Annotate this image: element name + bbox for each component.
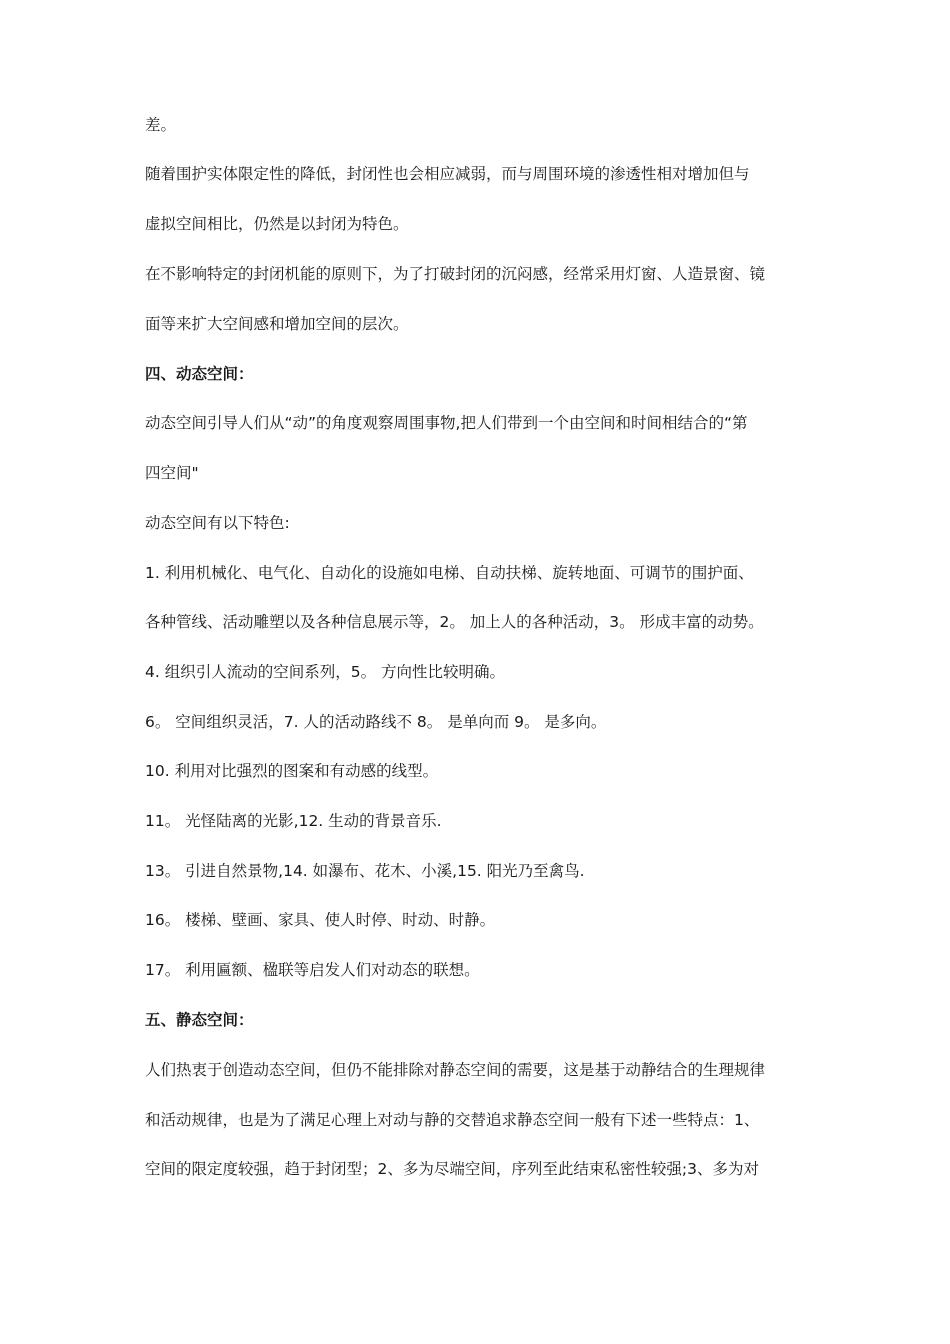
list-item: 17。 利用匾额、楹联等启发人们对动态的联想。 <box>145 961 480 979</box>
paragraph-line: 面等来扩大空间感和增加空间的层次。 <box>145 315 409 333</box>
paragraph-line: 动态空间有以下特色: <box>145 514 290 532</box>
paragraph-line: 虚拟空间相比，仍然是以封闭为特色。 <box>145 215 409 233</box>
paragraph-line: 四空间" <box>145 464 199 482</box>
paragraph-line: 随着围护实体限定性的降低，封闭性也会相应减弱，而与周围环境的渗透性相对增加但与 <box>145 165 750 183</box>
list-item: 各种管线、活动雕塑以及各种信息展示等，2。 加上人的各种活动，3。 形成丰富的动势。 <box>145 613 764 631</box>
list-item: 16。 楼梯、壁画、家具、使人时停、时动、时静。 <box>145 911 496 929</box>
paragraph-line: 空间的限定度较强，趋于封闭型；2、多为尽端空间，序列至此结束私密性较强;3、多为对 <box>145 1160 759 1178</box>
section-heading: 五、静态空间： <box>145 1011 254 1029</box>
list-item: 6。 空间组织灵活，7. 人的活动路线不 8。 是单向而 9。 是多向。 <box>145 713 607 731</box>
list-item: 4. 组织引人流动的空间系列，5。 方向性比较明确。 <box>145 663 506 681</box>
list-item: 10. 利用对比强烈的图案和有动感的线型。 <box>145 762 439 780</box>
list-item: 1. 利用机械化、电气化、自动化的设施如电梯、自动扶梯、旋转地面、可调节的围护面、 <box>145 564 754 582</box>
paragraph-line: 动态空间引导人们从“动”的角度观察周围事物,把人们带到一个由空间和时间相结合的“第 <box>145 414 748 432</box>
list-item: 13。 引进自然景物,14. 如瀑布、花木、小溪,15. 阳光乃至禽鸟. <box>145 862 585 880</box>
paragraph-line: 人们热衷于创造动态空间，但仍不能排除对静态空间的需要，这是基于动静结合的生理规律 <box>145 1061 766 1079</box>
paragraph-line: 在不影响特定的封闭机能的原则下，为了打破封闭的沉闷感，经常采用灯窗、人造景窗、镜 <box>145 265 766 283</box>
paragraph-line: 和活动规律，也是为了满足心理上对动与静的交替追求静态空间一般有下述一些特点：1、 <box>145 1111 760 1129</box>
paragraph-line: 差。 <box>145 116 177 134</box>
section-heading: 四、动态空间： <box>145 365 254 383</box>
list-item: 11。 光怪陆离的光影,12. 生动的背景音乐. <box>145 812 442 830</box>
